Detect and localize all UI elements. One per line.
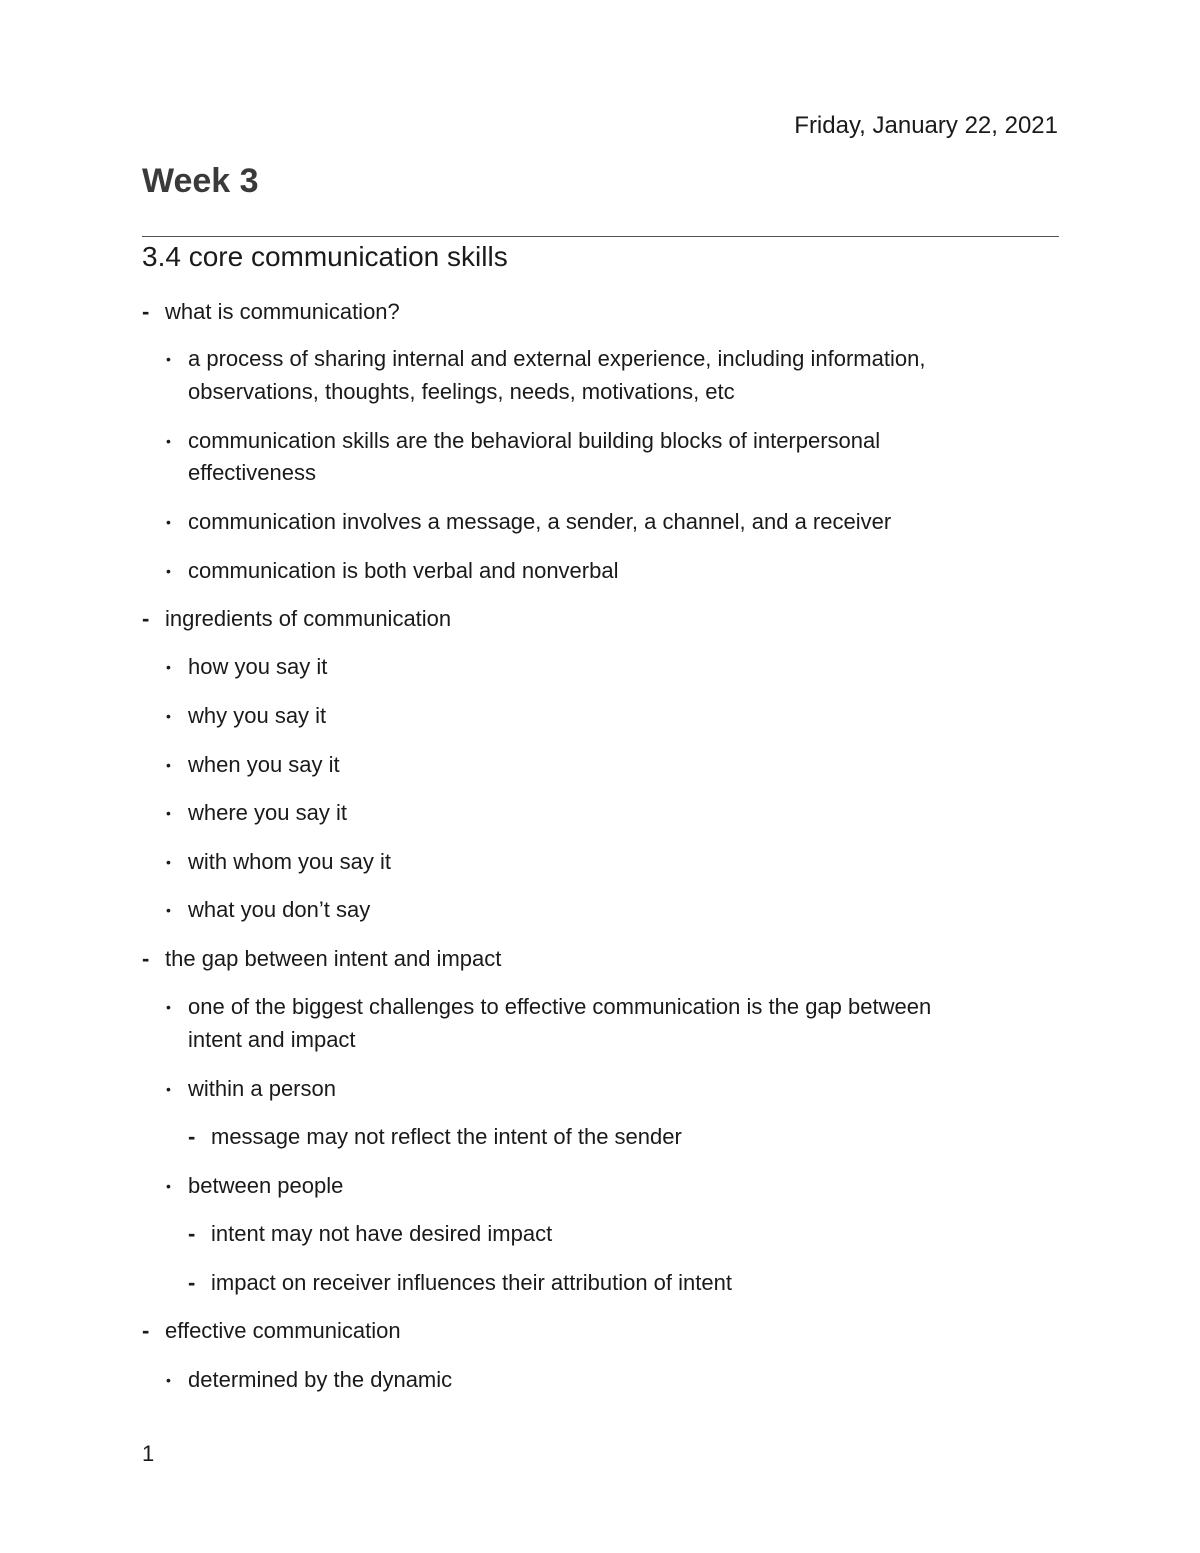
list-item-level2: one of the biggest challenges to effective communication is the gap between: [188, 994, 932, 1019]
bullet-marker: •: [166, 1372, 171, 1388]
list-item-level2: communication is both verbal and nonverbal: [188, 558, 619, 583]
bullet-marker: •: [166, 433, 171, 449]
bullet-marker: •: [166, 514, 171, 530]
divider: [142, 236, 1059, 237]
list-item-level2: a process of sharing internal and external experience, including information,: [188, 346, 926, 371]
list-item-level2: what you don’t say: [188, 897, 371, 922]
list-item-level2: communication skills are the behavioral building blocks of interpersonal: [188, 428, 881, 453]
bullet-marker: •: [166, 351, 171, 367]
dash-marker: -: [142, 299, 150, 324]
bullet-marker: •: [166, 805, 171, 821]
list-item-level2: when you say it: [188, 752, 340, 777]
dash-marker: -: [142, 946, 150, 971]
list-item-level2: within a person: [188, 1076, 336, 1101]
list-item-level3: intent may not have desired impact: [211, 1221, 553, 1246]
list-item-level1: ingredients of communication: [165, 606, 452, 631]
list-item-level2: between people: [188, 1173, 344, 1198]
list-item-level2: with whom you say it: [188, 849, 391, 874]
list-item-level2-continuation: observations, thoughts, feelings, needs, motivations, etc: [188, 379, 735, 404]
section-heading: 3.4 core communication skills: [142, 241, 508, 272]
dash-marker: -: [142, 1318, 150, 1343]
bullet-marker: •: [166, 1081, 171, 1097]
list-item-level1: what is communication?: [165, 299, 400, 324]
list-item-level2: where you say it: [188, 800, 347, 825]
list-item-level2: communication involves a message, a sender, a channel, and a receiver: [188, 509, 892, 534]
bullet-marker: •: [166, 999, 171, 1015]
dash-marker: -: [188, 1124, 196, 1149]
list-item-level2: how you say it: [188, 654, 328, 679]
note-date: Friday, January 22, 2021: [794, 112, 1058, 139]
list-item-level2-continuation: intent and impact: [188, 1027, 356, 1052]
list-item-level3: impact on receiver influences their attribution of intent: [211, 1270, 732, 1295]
list-item-level2: why you say it: [188, 703, 327, 728]
bullet-marker: •: [166, 659, 171, 675]
bullet-marker: •: [166, 854, 171, 870]
bullet-marker: •: [166, 1178, 171, 1194]
list-item-level1: the gap between intent and impact: [165, 946, 502, 971]
list-item-level2: determined by the dynamic: [188, 1367, 453, 1392]
list-item-level2-continuation: effectiveness: [188, 460, 317, 485]
bullet-marker: •: [166, 563, 171, 579]
page-title: Week 3: [142, 162, 259, 200]
bullet-marker: •: [166, 757, 171, 773]
list-item-level1: effective communication: [165, 1318, 401, 1343]
dash-marker: -: [188, 1221, 196, 1246]
bullet-marker: •: [166, 708, 171, 724]
dash-marker: -: [188, 1270, 196, 1295]
dash-marker: -: [142, 606, 150, 631]
bullet-marker: •: [166, 902, 171, 918]
list-item-level3: message may not reflect the intent of the sender: [211, 1124, 682, 1149]
page-number: 1: [142, 1441, 155, 1466]
